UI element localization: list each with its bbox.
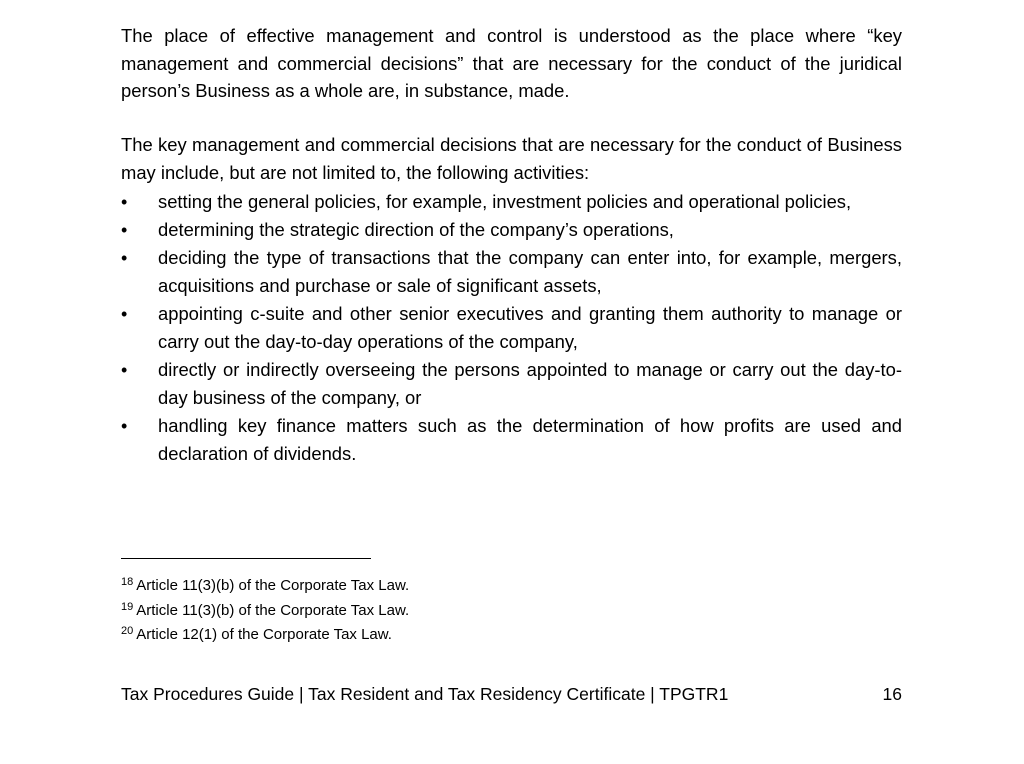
list-item <box>121 216 902 244</box>
list-item-text: determining the strategic direction of the company’s operations, <box>158 219 674 240</box>
list-item <box>121 244 902 300</box>
footnote-text: Article 11(3)(b) of the Corporate Tax Law. <box>136 577 410 594</box>
list-item-text: setting the general policies, for example, investment policies and operational policies, <box>158 191 852 212</box>
list-item-text: handling key finance matters such as the determination of how profits are used and declaration of dividends. <box>158 415 902 464</box>
paragraph-effective-management: The place of effective management and control is understood as the place where “key management and commercial decisions” that are necessary for the conduct of the juridical person’s Business as a whole are, in substance, made. <box>121 25 902 101</box>
bullet-icon: • <box>121 304 128 324</box>
footnote-text: Article 11(3)(b) of the Corporate Tax Law. <box>136 601 410 619</box>
list-item <box>121 356 902 412</box>
list-item <box>121 188 902 216</box>
bullet-icon: • <box>121 360 128 380</box>
footnote <box>121 599 721 624</box>
page-footer <box>121 682 902 706</box>
list-item <box>121 412 902 468</box>
bullet-icon: • <box>121 192 128 212</box>
paragraph-key-decisions-intro: The key management and commercial decisions that are necessary for the conduct of Business may include, but are not limited to, the following activities: <box>121 134 902 183</box>
footnote <box>121 623 721 648</box>
bullet-icon: • <box>121 416 128 436</box>
list-item-text: deciding the type of transactions that the company can enter into, for example, mergers, acquisitions and purchase or sale of significant assets, <box>158 247 902 296</box>
activities-bullet-list <box>121 188 902 468</box>
page-number: 16 <box>882 684 902 704</box>
bullet-icon: • <box>121 248 128 268</box>
footnote-divider <box>121 558 371 559</box>
bullet-icon: • <box>121 220 128 240</box>
footnote-text: Article 12(1) of the Corporate Tax Law. <box>136 626 392 643</box>
footnote <box>121 574 721 599</box>
footnote-number: 20 <box>121 625 134 637</box>
list-item <box>121 300 902 356</box>
footer-title: Tax Procedures Guide | Tax Resident and Tax Residency Certificate | TPGTR1 <box>121 684 729 704</box>
list-item-text: appointing c-suite and other senior executives and granting them authority to manage or carry out the day-to-day operations of the company, <box>158 303 902 352</box>
footnote-number: 19 <box>121 600 134 613</box>
footnotes-list <box>121 574 721 648</box>
list-item-text: directly or indirectly overseeing the persons appointed to manage or carry out the day-to-day business of the company, or <box>158 359 902 408</box>
footnote-number: 18 <box>121 576 134 588</box>
